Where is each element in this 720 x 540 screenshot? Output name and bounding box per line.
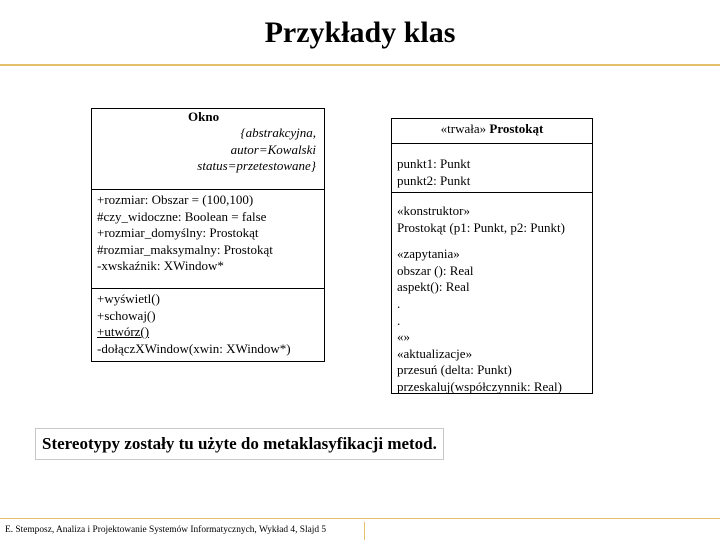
stereotype-label: «» (397, 329, 410, 345)
attribute: punkt1: Punkt (397, 156, 471, 171)
operation-class-scope: +utwórz() (97, 324, 150, 340)
attribute: punkt2: Punkt (397, 172, 471, 188)
stereotype-label: «aktualizacje» (397, 345, 473, 361)
class-okno-name: Okno (188, 109, 220, 124)
class-okno-attributes (92, 190, 324, 289)
slide-title: Przykłady klas (264, 16, 456, 49)
note-text: Stereotypy zostały tu użyte do metaklasyfikacji metod. (35, 428, 444, 460)
stereotype-label: «zapytania» (397, 246, 460, 262)
operation: -dołączXWindow(xwin: XWindow*) (97, 340, 291, 356)
class-okno-property: {abstrakcyjna, (240, 125, 316, 140)
class-okno-property: status=przetestowane} (197, 158, 316, 174)
attribute: -xwskaźnik: XWindow* (97, 258, 224, 274)
class-okno (91, 108, 325, 362)
ellipsis-dot: . (397, 312, 401, 328)
ellipsis-dot: . (397, 295, 401, 311)
class-okno-property: autor=Kowalski (230, 141, 316, 157)
class-prostokat-attributes (392, 144, 592, 193)
attribute: #czy_widoczne: Boolean = false (97, 208, 267, 224)
attribute: +rozmiar_domyślny: Prostokąt (97, 225, 259, 241)
footer-divider (0, 518, 720, 519)
class-prostokat-name: Prostokąt (489, 121, 544, 136)
operation: przesuń (delta: Punkt) (397, 362, 512, 378)
class-prostokat-operations (392, 193, 592, 398)
title-divider (0, 64, 720, 66)
footer-citation: E. Stemposz, Analiza i Projektowanie Systemów Informatycznych, Wykład 4, Slajd 5 (0, 522, 365, 540)
operation: +schowaj() (97, 307, 156, 323)
class-prostokat-stereotype: «trwała» (440, 121, 487, 136)
operation: obszar (): Real (397, 262, 474, 278)
class-okno-operations (92, 289, 324, 359)
attribute: +rozmiar: Obszar = (100,100) (97, 192, 254, 207)
operation: Prostokąt (p1: Punkt, p2: Punkt) (397, 219, 565, 235)
operation: aspekt(): Real (397, 279, 470, 295)
class-okno-name-compartment (92, 109, 324, 190)
operation: przeskaluj(współczynnik: Real) (397, 378, 562, 394)
class-prostokat (391, 118, 593, 394)
attribute: #rozmiar_maksymalny: Prostokąt (97, 241, 273, 257)
class-prostokat-name-compartment (392, 119, 592, 144)
class-okno-properties (197, 125, 316, 175)
operation: +wyświetl() (97, 291, 160, 306)
stereotype-label: «konstruktor» (397, 203, 470, 218)
